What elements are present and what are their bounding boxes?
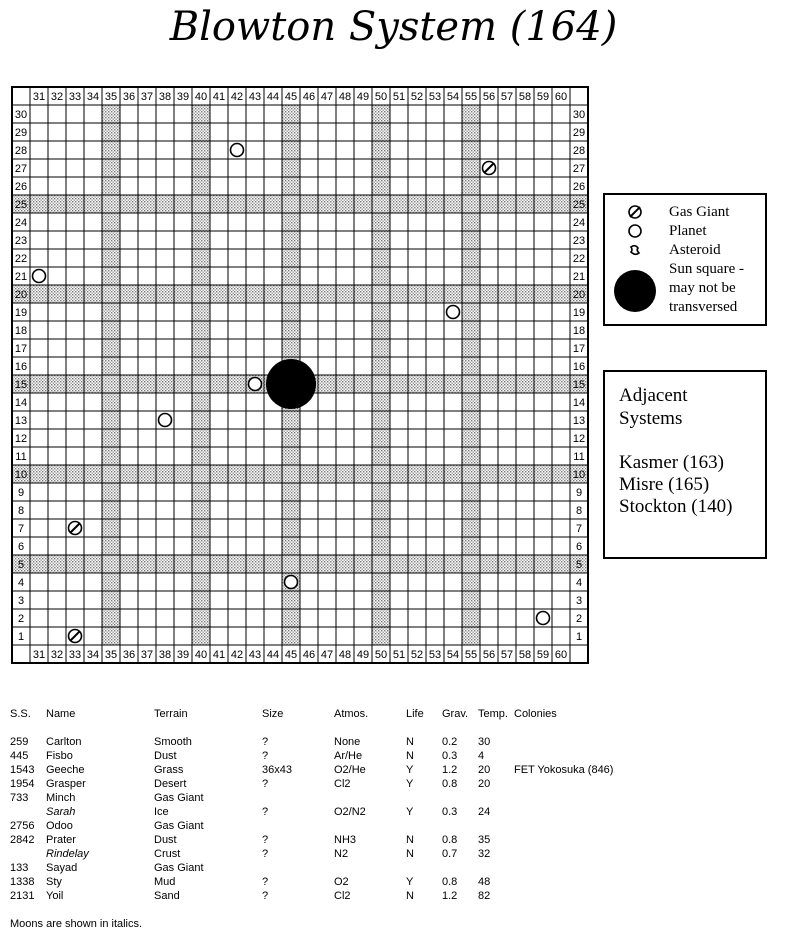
planet-icon <box>447 306 460 319</box>
planet-icon <box>627 223 643 239</box>
x-label-bottom: 54 <box>446 649 460 661</box>
cell-life: N <box>406 750 414 762</box>
cell-ss: 1543 <box>10 764 35 776</box>
cell-grav: 0.8 <box>442 778 458 790</box>
cell-atmos: O2/He <box>334 764 366 776</box>
x-label-bottom: 60 <box>554 649 568 661</box>
cell-name: Minch <box>46 792 76 804</box>
x-label-top: 44 <box>266 91 280 103</box>
x-label-top: 34 <box>86 91 100 103</box>
y-label-left: 6 <box>17 541 25 553</box>
y-label-left: 23 <box>14 235 28 247</box>
y-label-right: 19 <box>572 307 586 319</box>
cell-ss: 445 <box>10 750 29 762</box>
gas-giant-icon <box>627 204 643 220</box>
cell-terrain: Dust <box>154 750 177 762</box>
cell-terrain: Mud <box>154 876 176 888</box>
x-label-bottom: 33 <box>68 649 82 661</box>
y-label-left: 7 <box>17 523 25 535</box>
cell-grav: Grav. <box>442 708 469 720</box>
y-label-left: 1 <box>17 631 25 643</box>
x-label-top: 55 <box>464 91 478 103</box>
adjacent-system-2: Misre (165) <box>619 474 710 495</box>
cell-atmos: None <box>334 736 361 748</box>
y-label-left: 29 <box>14 127 28 139</box>
x-label-top: 37 <box>140 91 154 103</box>
cell-size: 36x43 <box>262 764 292 776</box>
cell-name: Carlton <box>46 736 82 748</box>
x-label-top: 51 <box>392 91 406 103</box>
cell-terrain: Dust <box>154 834 177 846</box>
legend-sun-line-1: Sun square - <box>669 261 744 277</box>
cell-ss: 259 <box>10 736 29 748</box>
cell-temp: 82 <box>478 890 491 902</box>
y-label-left: 25 <box>14 199 28 211</box>
x-label-top: 46 <box>302 91 316 103</box>
cell-ss: 2756 <box>10 820 35 832</box>
y-label-right: 1 <box>575 631 583 643</box>
cell-temp: Temp. <box>478 708 508 720</box>
cell-name: Name <box>46 708 76 720</box>
cell-size: ? <box>262 778 269 790</box>
cell-name: Sarah <box>46 806 76 818</box>
cell-size: ? <box>262 848 269 860</box>
asteroid-icon <box>627 242 643 258</box>
y-label-right: 14 <box>572 397 586 409</box>
planet-icon <box>249 378 262 391</box>
y-label-right: 2 <box>575 613 583 625</box>
y-label-right: 16 <box>572 361 586 373</box>
x-label-bottom: 37 <box>140 649 154 661</box>
cell-colonies: FET Yokosuka (846) <box>514 764 614 776</box>
cell-ss: 1338 <box>10 876 35 888</box>
cell-temp: 35 <box>478 834 491 846</box>
x-label-top: 50 <box>374 91 388 103</box>
y-label-left: 15 <box>14 379 28 391</box>
page-title: Blowton System (164) <box>169 4 618 50</box>
cell-temp: 20 <box>478 778 491 790</box>
y-label-right: 29 <box>572 127 586 139</box>
x-label-bottom: 48 <box>338 649 352 661</box>
legend-sun-line-2: may not be <box>669 280 736 296</box>
y-label-left: 22 <box>14 253 28 265</box>
y-label-right: 25 <box>572 199 586 211</box>
y-label-left: 9 <box>17 487 25 499</box>
y-label-left: 19 <box>14 307 28 319</box>
x-label-top: 36 <box>122 91 136 103</box>
cell-grav: 0.2 <box>442 736 458 748</box>
cell-name: Grasper <box>46 778 86 790</box>
x-label-bottom: 59 <box>536 649 550 661</box>
y-label-left: 11 <box>15 451 27 463</box>
y-label-right: 9 <box>575 487 583 499</box>
y-label-right: 10 <box>572 469 586 481</box>
x-label-bottom: 46 <box>302 649 316 661</box>
legend <box>603 193 767 326</box>
cell-size: ? <box>262 876 269 888</box>
cell-size: ? <box>262 890 269 902</box>
x-label-top: 41 <box>212 91 226 103</box>
cell-name: Fisbo <box>46 750 73 762</box>
y-label-left: 13 <box>14 415 28 427</box>
cell-terrain: Smooth <box>154 736 192 748</box>
cell-life: Life <box>406 708 424 720</box>
x-label-top: 52 <box>410 91 424 103</box>
y-label-left: 5 <box>17 559 25 571</box>
x-label-top: 31 <box>32 91 46 103</box>
x-label-top: 42 <box>230 91 244 103</box>
x-label-top: 32 <box>50 91 64 103</box>
y-label-left: 17 <box>14 343 28 355</box>
cell-ss: 2131 <box>10 890 35 902</box>
y-label-right: 6 <box>575 541 583 553</box>
cell-ss: S.S. <box>10 708 31 720</box>
cell-name: Sty <box>46 876 62 888</box>
cell-ss: 1954 <box>10 778 35 790</box>
cell-size: ? <box>262 834 269 846</box>
cell-grav: 0.7 <box>442 848 458 860</box>
y-label-right: 15 <box>572 379 586 391</box>
table-note: Moons are shown in italics. <box>10 918 143 930</box>
x-label-top: 39 <box>176 91 190 103</box>
y-label-left: 27 <box>14 163 28 175</box>
y-label-right: 27 <box>572 163 586 175</box>
adjacent-system-1: Kasmer (163) <box>619 452 724 473</box>
planet-icon <box>231 144 244 157</box>
cell-terrain: Gas Giant <box>154 862 204 874</box>
x-label-bottom: 38 <box>158 649 172 661</box>
cell-temp: 48 <box>478 876 491 888</box>
cell-life: N <box>406 848 414 860</box>
adjacent-systems-box <box>603 370 767 559</box>
cell-name: Sayad <box>46 862 78 874</box>
cell-terrain: Grass <box>154 764 184 776</box>
y-label-left: 26 <box>14 181 28 193</box>
cell-grav: 0.8 <box>442 876 458 888</box>
cell-life: N <box>406 834 414 846</box>
x-label-bottom: 53 <box>428 649 442 661</box>
x-label-bottom: 42 <box>230 649 244 661</box>
x-label-top: 58 <box>518 91 532 103</box>
y-label-right: 12 <box>572 433 586 445</box>
y-label-left: 28 <box>14 145 28 157</box>
cell-atmos: N2 <box>334 848 349 860</box>
y-label-right: 28 <box>572 145 586 157</box>
cell-terrain: Terrain <box>154 708 188 720</box>
x-label-bottom: 51 <box>392 649 406 661</box>
y-label-right: 24 <box>572 217 586 229</box>
cell-terrain: Ice <box>154 806 169 818</box>
x-label-top: 40 <box>194 91 208 103</box>
adjacent-heading-line-1: Adjacent <box>619 385 688 406</box>
x-label-bottom: 44 <box>266 649 280 661</box>
y-label-left: 12 <box>14 433 28 445</box>
x-label-bottom: 58 <box>518 649 532 661</box>
x-label-top: 53 <box>428 91 442 103</box>
cell-name: Geeche <box>46 764 85 776</box>
x-label-bottom: 43 <box>248 649 262 661</box>
cell-grav: 0.8 <box>442 834 458 846</box>
y-label-left: 14 <box>14 397 28 409</box>
x-label-bottom: 36 <box>122 649 136 661</box>
cell-atmos: Cl2 <box>334 778 351 790</box>
planet-icon <box>159 414 172 427</box>
y-label-right: 17 <box>572 343 586 355</box>
x-label-bottom: 56 <box>482 649 496 661</box>
adjacent-system-3: Stockton (140) <box>619 496 733 517</box>
y-label-left: 4 <box>17 577 25 589</box>
y-label-right: 11 <box>573 451 585 463</box>
cell-grav: 1.2 <box>442 764 458 776</box>
x-label-bottom: 45 <box>284 649 298 661</box>
cell-terrain: Gas Giant <box>154 820 204 832</box>
cell-grav: 1.2 <box>442 890 458 902</box>
y-label-right: 26 <box>572 181 586 193</box>
cell-terrain: Crust <box>154 848 181 860</box>
x-label-top: 54 <box>446 91 460 103</box>
y-label-right: 18 <box>572 325 586 337</box>
planet-icon <box>537 612 550 625</box>
x-label-top: 43 <box>248 91 262 103</box>
x-label-bottom: 39 <box>176 649 190 661</box>
x-label-bottom: 52 <box>410 649 424 661</box>
x-label-bottom: 55 <box>464 649 478 661</box>
cell-name: Odoo <box>46 820 73 832</box>
x-label-bottom: 32 <box>50 649 64 661</box>
cell-size: ? <box>262 750 269 762</box>
x-label-bottom: 57 <box>500 649 514 661</box>
cell-colonies: Colonies <box>514 708 557 720</box>
cell-name: Rindelay <box>46 848 89 860</box>
cell-life: Y <box>406 764 414 776</box>
x-label-bottom: 34 <box>86 649 100 661</box>
planet-icon <box>285 576 298 589</box>
x-label-bottom: 35 <box>104 649 118 661</box>
cell-temp: 4 <box>478 750 485 762</box>
y-label-right: 7 <box>575 523 583 535</box>
x-label-top: 38 <box>158 91 172 103</box>
y-label-right: 23 <box>572 235 586 247</box>
cell-size: ? <box>262 806 269 818</box>
cell-size: Size <box>262 708 284 720</box>
planet-icon <box>33 270 46 283</box>
cell-atmos: O2 <box>334 876 349 888</box>
cell-life: Y <box>406 778 414 790</box>
x-label-top: 49 <box>356 91 370 103</box>
x-label-bottom: 31 <box>32 649 46 661</box>
cell-terrain: Gas Giant <box>154 792 204 804</box>
cell-size: ? <box>262 736 269 748</box>
y-label-left: 16 <box>14 361 28 373</box>
y-label-left: 30 <box>14 109 28 121</box>
x-label-top: 33 <box>68 91 82 103</box>
cell-ss: 133 <box>10 862 29 874</box>
x-label-bottom: 49 <box>356 649 370 661</box>
x-label-bottom: 50 <box>374 649 388 661</box>
y-label-left: 24 <box>14 217 28 229</box>
x-label-top: 45 <box>284 91 298 103</box>
cell-name: Yoil <box>46 890 64 902</box>
y-label-right: 21 <box>572 271 586 283</box>
cell-grav: 0.3 <box>442 806 458 818</box>
legend-planet-label: Planet <box>669 223 707 239</box>
cell-atmos: Atmos. <box>334 708 369 720</box>
cell-temp: 24 <box>478 806 491 818</box>
x-label-top: 47 <box>320 91 334 103</box>
adjacent-heading-line-2: Systems <box>619 408 683 429</box>
y-label-right: 22 <box>572 253 586 265</box>
y-label-left: 8 <box>17 505 25 517</box>
x-label-bottom: 41 <box>212 649 226 661</box>
cell-ss: 2842 <box>10 834 35 846</box>
x-label-top: 56 <box>482 91 496 103</box>
x-label-top: 59 <box>536 91 550 103</box>
cell-terrain: Desert <box>154 778 187 790</box>
cell-temp: 20 <box>478 764 491 776</box>
y-label-left: 10 <box>14 469 28 481</box>
cell-life: Y <box>406 806 414 818</box>
sun-icon <box>613 269 657 313</box>
x-label-bottom: 47 <box>320 649 334 661</box>
legend-gas-giant-label: Gas Giant <box>669 204 730 220</box>
cell-ss: 733 <box>10 792 29 804</box>
y-label-left: 2 <box>17 613 25 625</box>
sun-icon <box>266 359 316 409</box>
x-label-top: 60 <box>554 91 568 103</box>
x-label-top: 35 <box>104 91 118 103</box>
legend-sun-line-3: transversed <box>669 299 738 315</box>
cell-life: N <box>406 890 414 902</box>
x-label-top: 48 <box>338 91 352 103</box>
y-label-right: 5 <box>575 559 583 571</box>
y-label-left: 18 <box>14 325 28 337</box>
cell-temp: 30 <box>478 736 491 748</box>
y-label-right: 13 <box>572 415 586 427</box>
y-label-right: 4 <box>575 577 583 589</box>
y-label-right: 3 <box>575 595 583 607</box>
y-label-right: 20 <box>572 289 586 301</box>
cell-life: Y <box>406 876 414 888</box>
cell-atmos: NH3 <box>334 834 357 846</box>
cell-life: N <box>406 736 414 748</box>
cell-atmos: Cl2 <box>334 890 351 902</box>
legend-asteroid-label: Asteroid <box>669 242 721 258</box>
y-label-right: 30 <box>572 109 586 121</box>
cell-grav: 0.3 <box>442 750 458 762</box>
cell-temp: 32 <box>478 848 491 860</box>
y-label-right: 8 <box>575 505 583 517</box>
cell-terrain: Sand <box>154 890 180 902</box>
cell-atmos: O2/N2 <box>334 806 366 818</box>
cell-name: Prater <box>46 834 76 846</box>
y-label-left: 21 <box>14 271 28 283</box>
cell-atmos: Ar/He <box>334 750 363 762</box>
y-label-left: 20 <box>14 289 28 301</box>
x-label-bottom: 40 <box>194 649 208 661</box>
x-label-top: 57 <box>500 91 514 103</box>
y-label-left: 3 <box>17 595 25 607</box>
